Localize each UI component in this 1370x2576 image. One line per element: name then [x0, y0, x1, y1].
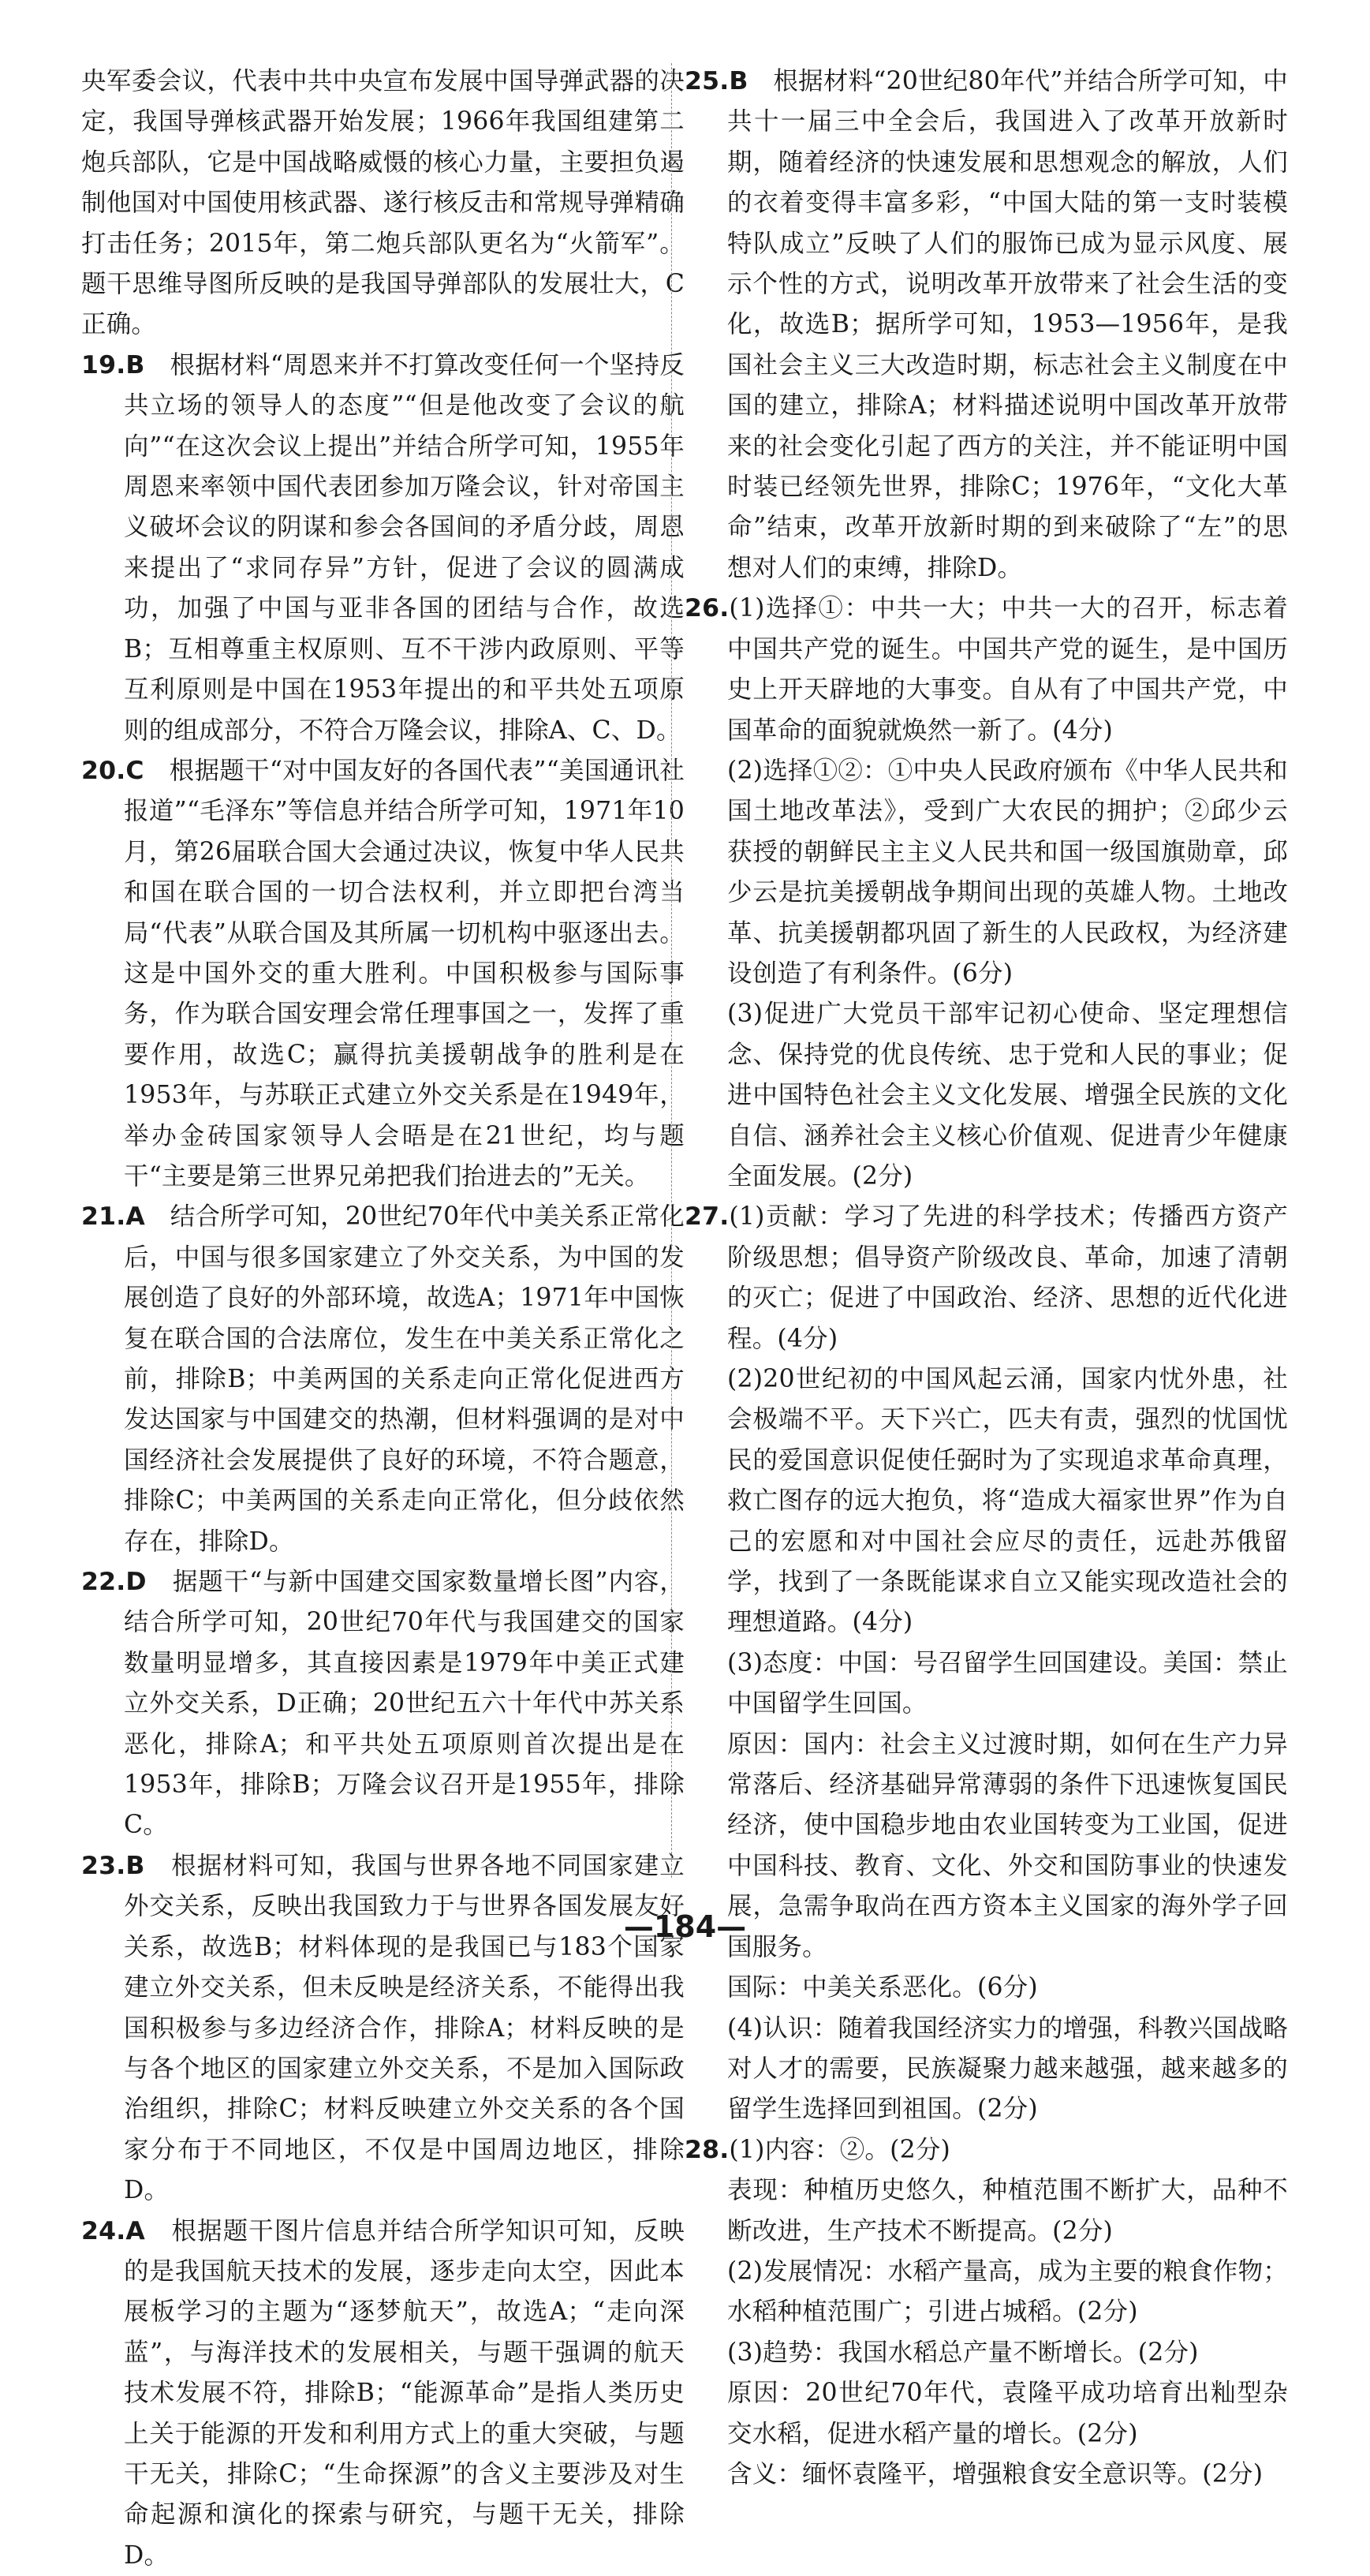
answer-number: 22.D: [81, 1568, 147, 1597]
answer-28-part1-performance: 表现：种植历史悠久，种植范围不断扩大，品种不断改进，生产技术不断提高。(2分): [727, 2176, 1288, 2245]
answer-text: (1)贡献：学习了先进的科学技术；传播西方资产阶级思想；倡导资产阶级改良、革命，加速了清朝的灭亡；促进了中国政治、经济、思想的近代化进程。(4分): [727, 1202, 1288, 1353]
answer-27-part4: (4)认识：随着我国经济实力的增强，科教兴国战略对人才的需要，民族凝聚力越来越强，越来越多的留学生选择回到祖国。(2分): [727, 2013, 1288, 2124]
answer-22: [81, 1562, 685, 1846]
answer-20: [81, 751, 685, 1197]
answer-number: 24.A: [81, 2216, 145, 2245]
column-divider: [671, 63, 672, 1878]
left-column: [81, 62, 685, 2576]
answer-28-part3: (3)趋势：我国水稻总产量不断增长。(2分): [727, 2338, 1199, 2367]
answer-text: 据题干“与新中国建交国家数量增长图”内容，结合所学可知，20世纪70年代与我国建交的国家数量明显增多，其直接因素是1979年中美正式建立外交关系，D正确；20世纪五六十年代中苏关系恶化，排除A；和平共处五项原则首次提出是在1953年，排除B；万隆会议召开是1955年，排除C。: [124, 1568, 685, 1840]
answer-23: [81, 1846, 685, 2211]
answer-25: [685, 62, 1288, 589]
answer-26: [685, 589, 1288, 751]
answer-text: 根据题干图片信息并结合所学知识可知，反映的是我国航天技术的发展，逐步走向太空，因此本展板学习的主题为“逐梦航天”，故选A；“走向深蓝”，与海洋技术的发展相关，与题干强调的航天技术发展不符，排除B；“能源革命”是指人类历史上关于能源的开发和利用方式上的重大突破，与题干无关，排除C；“生命探源”的含义主要涉及对生命起源和演化的探索与研究，与题干无关，排除D。: [124, 2216, 685, 2570]
answer-number: 27.: [685, 1202, 730, 1232]
answer-text: (1)内容：②。(2分): [729, 2135, 951, 2164]
answer-26-part2: (2)选择①②：①中央人民政府颁布《中华人民共和国土地改革法》，受到广大农民的拥护；②邱少云获授的朝鲜民主主义人民共和国一级国旗勋章，邱少云是抗美援朝战争期间出现的英雄人物。土地改革、抗美援朝都巩固了新生的人民政权，为经济建设创造了有利条件。(6分): [727, 756, 1288, 988]
answer-number: 19.B: [81, 350, 145, 379]
answer-27-part3-reason: 原因：国内：社会主义过渡时期，如何在生产力异常落后、经济基础异常薄弱的条件下迅速恢复国民经济，使中国稳步地由农业国转变为工业国，促进中国科技、教育、文化、外交和国防事业的快速发展，急需争取尚在西方资本主义国家的海外学子回国服务。: [727, 1729, 1288, 1961]
answer-27-part3: (3)态度：中国：号召留学生回国建设。美国：禁止中国留学生回国。: [727, 1648, 1288, 1718]
answer-24: [81, 2211, 685, 2576]
answer-number: 25.B: [685, 67, 748, 95]
answer-number: 26.: [685, 594, 730, 623]
answer-19: [81, 346, 685, 751]
answer-26-part3: (3)促进广大党员干部牢记初心使命、坚定理想信念、保持党的优良传统、忠于党和人民的事业；促进中国特色社会主义文化发展、增强全民族的文化自信、涵养社会主义核心价值观、促进青少年健康全面发展。(2分): [727, 1000, 1288, 1191]
answer-text: 结合所学可知，20世纪70年代中美关系正常化后，中国与很多国家建立了外交关系，为中国的发展创造了良好的外部环境，故选A；1971年中国恢复在联合国的合法席位，发生在中美关系正常化之前，排除B；中美两国的关系走向正常化促进西方发达国家与中国建交的热潮，但材料强调的是对中国经济社会发展提供了良好的环境，不符合题意，排除C；中美两国的关系走向正常化，但分歧依然存在，排除D。: [124, 1202, 685, 1556]
answer-28: [685, 2130, 1288, 2170]
answer-21: [81, 1197, 685, 1562]
answer-text: 根据题干“对中国友好的各国代表”“美国通讯社报道”“毛泽东”等信息并结合所学可知，1971年10月，第26届联合国大会通过决议，恢复中华人民共和国在联合国的一切合法权利，并立即把台湾当局“代表”从联合国及其所属一切机构中驱逐出去。这是中国外交的重大胜利。中国积极参与国际事务，作为联合国安理会常任理事国之一，发挥了重要作用，故选C；赢得抗美援朝战争的胜利是在1953年，与苏联正式建立外交关系是在1949年，举办金砖国家领导人会晤是在21世纪，均与题干“主要是第三世界兄弟把我们抬进去的”无关。: [124, 756, 685, 1191]
answer-text: 根据材料“周恩来并不打算改变任何一个坚持反共立场的领导人的态度”“但是他改变了会议的航向”“在这次会议上提出”并结合所学可知，1955年周恩来率领中国代表团参加万隆会议，针对帝国主义破坏会议的阴谋和参会各国间的矛盾分歧，周恩来提出了“求同存异”方针，促进了会议的圆满成功，加强了中国与亚非各国的团结与合作，故选B；互相尊重主权原则、互不干涉内政原则、平等互利原则是中国在1953年提出的和平共处五项原则的组成部分，不符合万隆会议，排除A、C、D。: [124, 350, 685, 745]
right-column: [685, 62, 1288, 2495]
answer-text: 根据材料可知，我国与世界各地不同国家建立外交关系，反映出我国致力于与世界各国发展友好关系，故选B；材料体现的是我国已与183个国家建立外交关系，但未反映是经济关系，不能得出我国积极参与多边经济合作，排除A；材料反映的是与各个地区的国家建立外交关系，不是加入国际政治组织，排除C；材料反映建立外交关系的各个国家分布于不同地区，不仅是中国周边地区，排除D。: [124, 1851, 685, 2205]
answer-text: (1)选择①：中共一大；中共一大的召开，标志着中国共产党的诞生。中国共产党的诞生，是中国历史上开天辟地的大事变。自从有了中国共产党，中国革命的面貌就焕然一新了。(4分): [727, 594, 1288, 745]
page-number: —184—: [623, 1909, 747, 1944]
q18-continued-text: 央军委会议，代表中共中央宣布发展中国导弹武器的决定，我国导弹核武器开始发展；1966年我国组建第二炮兵部队，它是中国战略威慑的核心力量，主要担负遏制他国对中国使用核武器、遂行核反击和常规导弹精确打击任务；2015年，第二炮兵部队更名为“火箭军”。题干思维导图所反映的是我国导弹部队的发展壮大，C正确。: [81, 67, 685, 339]
answer-number: 28.: [685, 2135, 730, 2164]
answer-27: [685, 1197, 1288, 1359]
answer-27-part3-international: 国际：中美关系恶化。(6分): [727, 1973, 1038, 2002]
answer-text: 根据材料“20世纪80年代”并结合所学可知，中共十一届三中全会后，我国进入了改革开放新时期，随着经济的快速发展和思想观念的解放，人们的衣着变得丰富多彩，“中国大陆的第一支时装模特队成立”反映了人们的服饰已成为显示风度、展示个性的方式，说明改革开放带来了社会生活的变化，故选B；据所学可知，1953—1956年，是我国社会主义三大改造时期，标志社会主义制度在中国的建立，排除A；材料描述说明中国改革开放带来的社会变化引起了西方的关注，并不能证明中国时装已经领先世界，排除C；1976年，“文化大革命”结束，改革开放新时期的到来破除了“左”的思想对人们的束缚，排除D。: [727, 67, 1288, 582]
answer-27-part2: (2)20世纪初的中国风起云涌，国家内忧外患，社会极端不平。天下兴亡，匹夫有责，强烈的忧国忧民的爱国意识促使任弼时为了实现追求革命真理，救亡图存的远大抱负，将“造成大福家世界”作为自己的宏愿和对中国社会应尽的责任，远赴苏俄留学，找到了一条既能谋求自立又能实现改造社会的理想道路。(4分): [727, 1365, 1288, 1637]
answer-number: 23.B: [81, 1851, 145, 1880]
answer-28-part3-meaning: 含义：缅怀袁隆平，增强粮食安全意识等。(2分): [727, 2459, 1264, 2488]
answer-28-part2: (2)发展情况：水稻产量高，成为主要的粮食作物；水稻种植范围广；引进占城稻。(2分): [727, 2256, 1288, 2327]
answer-number: 21.A: [81, 1202, 145, 1232]
answer-number: 20.C: [81, 756, 144, 785]
answer-28-part3-reason: 原因：20世纪70年代，袁隆平成功培育出籼型杂交水稻，促进水稻产量的增长。(2分): [727, 2379, 1288, 2448]
